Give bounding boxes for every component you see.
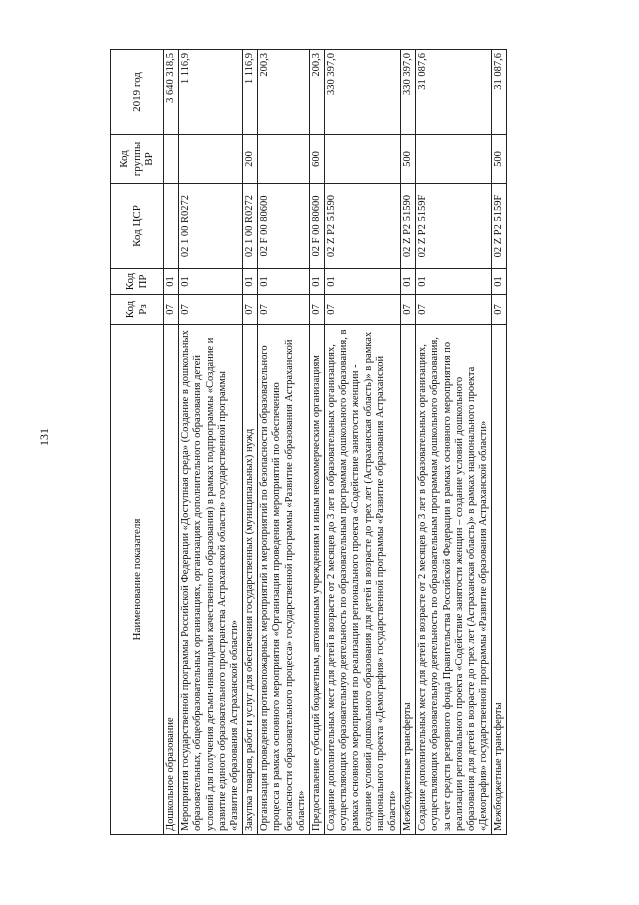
row-code-rz: 07	[243, 295, 258, 325]
page-number: 131	[37, 428, 51, 446]
row-code-csr: 02 Z P2 5159F	[416, 184, 492, 269]
table-row	[309, 50, 324, 835]
row-code-pr: 01	[179, 269, 243, 295]
table-row	[325, 50, 401, 835]
row-name: Мероприятия государственной программы Российской Федерации «Доступная среда» (Создание в дошкольных образовательных, общеобразовательных организациях, организациях дополнительного образования детей условий для получения детьми-инвалидами качественного образования) в рамках подпрограммы «Создание и развитие единого образовательного пространства Астраханской области» государственной программы «Развитие образования Астраханской области»	[179, 325, 243, 835]
table-row	[164, 50, 179, 835]
row-code-csr: 02 Z P2 51590	[325, 184, 401, 269]
table-body	[164, 50, 507, 835]
row-code-rz: 07	[492, 295, 507, 325]
row-code-rz: 07	[164, 295, 179, 325]
row-code-csr: 02 Z P2 51590	[401, 184, 416, 269]
table-row	[258, 50, 310, 835]
budget-table	[110, 49, 507, 835]
row-code-rz: 07	[258, 295, 310, 325]
row-value-2019: 3 640 318,5	[164, 50, 179, 135]
row-name: Создание дополнительных мест для детей в возрасте от 2 месяцев до 3 лет в образовательных организациях, осуществляющих образовательную деятельность по образовательным программам дошкольного образования, за счет средств резервного фонда Правительства Российской Федерации в рамках основного мероприятия по реализации регионального проекта «Содействие занятости женщин – создание условий дошкольного образования для детей в возрасте до трех лет (Астраханская область)» в рамках национального проекта «Демография» государственной программы «Развитие образования Астраханской области»	[416, 325, 492, 835]
row-code-vr	[325, 135, 401, 184]
row-code-rz: 07	[401, 295, 416, 325]
row-value-2019: 200,3	[309, 50, 324, 135]
table-header-row	[111, 50, 164, 835]
budget-table-wrapper	[110, 50, 507, 835]
row-code-csr: 02 1 00 R0272	[243, 184, 258, 269]
table-row	[401, 50, 416, 835]
row-name: Организация проведения противопожарных мероприятий и мероприятий по безопасности образовательного процесса в рамках основного мероприятия «Организация проведения мероприятий по обеспечению безопасности образовательного процесса» государственной программы «Развитие образования Астраханской области»	[258, 325, 310, 835]
row-code-rz: 07	[179, 295, 243, 325]
header-rz: Код Рз	[111, 295, 164, 325]
row-code-vr	[416, 135, 492, 184]
header-vr: Код группы ВР	[111, 135, 164, 184]
header-year: 2019 год	[111, 50, 164, 135]
row-code-vr	[258, 135, 310, 184]
row-code-vr: 500	[401, 135, 416, 184]
header-pr: Код ПР	[111, 269, 164, 295]
row-name: Закупка товаров, работ и услуг для обеспечения государственных (муниципальных) нужд	[243, 325, 258, 835]
row-name: Межбюджетные трансферты	[492, 325, 507, 835]
row-value-2019: 31 087,6	[492, 50, 507, 135]
row-value-2019: 330 397,0	[401, 50, 416, 135]
row-value-2019: 1 116,9	[179, 50, 243, 135]
table-row	[243, 50, 258, 835]
row-value-2019: 330 397,0	[325, 50, 401, 135]
row-code-vr: 500	[492, 135, 507, 184]
row-code-csr	[164, 184, 179, 269]
row-code-vr: 200	[243, 135, 258, 184]
row-name: Предоставление субсидий бюджетным, автономным учреждениям и иным некоммерческим организациям	[309, 325, 324, 835]
row-code-rz: 07	[416, 295, 492, 325]
table-row	[492, 50, 507, 835]
row-value-2019: 200,3	[258, 50, 310, 135]
row-value-2019: 31 087,6	[416, 50, 492, 135]
row-code-pr: 01	[492, 269, 507, 295]
row-code-vr	[179, 135, 243, 184]
row-code-csr: 02 1 00 R0272	[179, 184, 243, 269]
row-value-2019: 1 116,9	[243, 50, 258, 135]
row-code-pr: 01	[325, 269, 401, 295]
row-code-pr: 01	[243, 269, 258, 295]
row-code-vr: 600	[309, 135, 324, 184]
row-code-csr: 02 F 00 80600	[258, 184, 310, 269]
table-row	[179, 50, 243, 835]
header-name: Наименование показателя	[111, 325, 164, 835]
row-code-pr: 01	[164, 269, 179, 295]
table-row	[416, 50, 492, 835]
row-code-vr	[164, 135, 179, 184]
row-name: Межбюджетные трансферты	[401, 325, 416, 835]
header-csr: Код ЦСР	[111, 184, 164, 269]
row-code-pr: 01	[258, 269, 310, 295]
row-name: Создание дополнительных мест для детей в возрасте от 2 месяцев до 3 лет в образовательных организациях, осуществляющих образовательную деятельность по образовательным программам дошкольного образования, в рамках основного мероприятия по реализации регионального проекта «Содействие занятости женщин - создание условий дошкольного образования для детей в возрасте до трех лет (Астраханская область)» в рамках национального проекта «Демография» государственной программы «Развитие образования Астраханской области»	[325, 325, 401, 835]
row-code-rz: 07	[309, 295, 324, 325]
row-code-pr: 01	[309, 269, 324, 295]
row-code-csr: 02 F 00 80600	[309, 184, 324, 269]
row-code-csr: 02 Z P2 5159F	[492, 184, 507, 269]
row-code-pr: 01	[416, 269, 492, 295]
row-name: Дошкольное образование	[164, 325, 179, 835]
row-code-rz: 07	[325, 295, 401, 325]
row-code-pr: 01	[401, 269, 416, 295]
